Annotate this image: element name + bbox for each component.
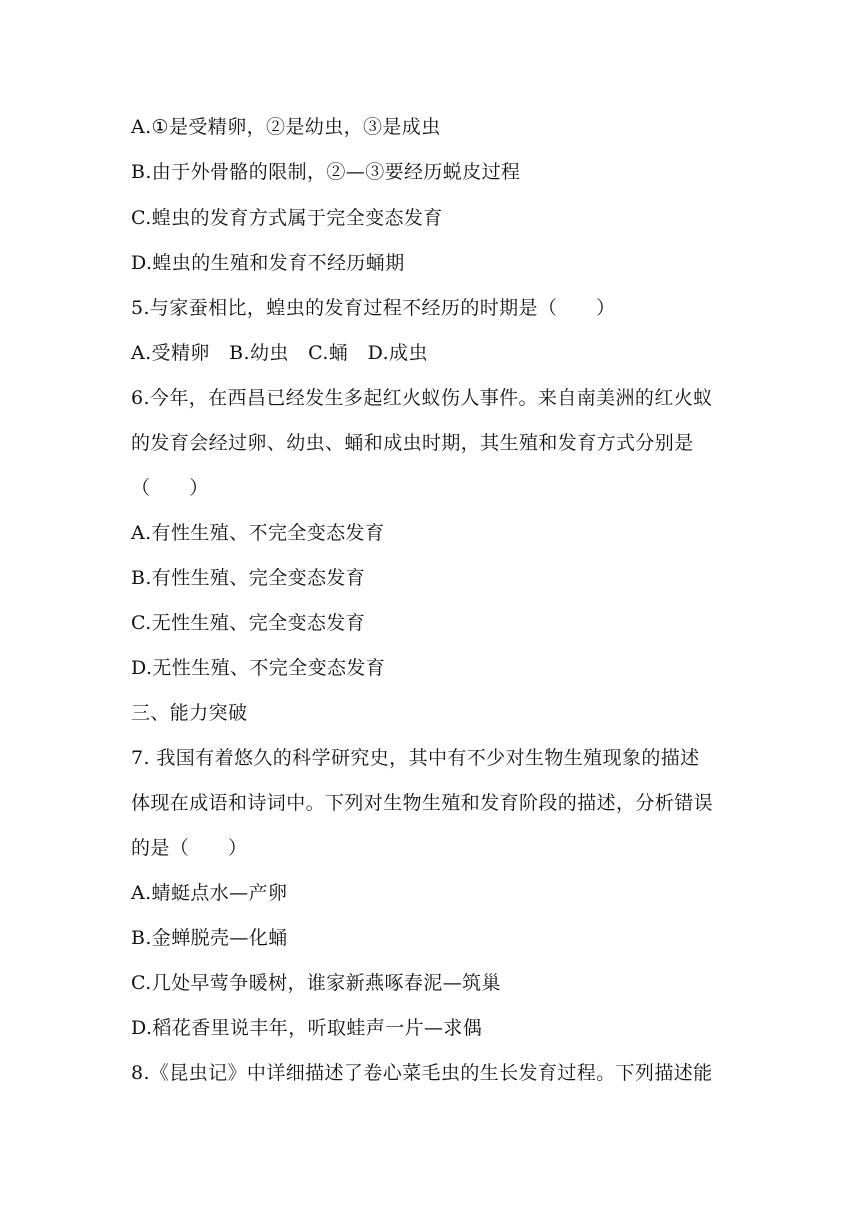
option-7b: B.金蝉脱壳—化蛹: [131, 927, 288, 949]
option-6d: D.无性生殖、不完全变态发育: [131, 657, 386, 679]
question-6-line-2: 的发育会经过卵、幼虫、蛹和成虫时期，其生殖和发育方式分别是: [131, 432, 694, 454]
option-6a: A.有性生殖、不完全变态发育: [131, 522, 385, 544]
option-7a: A.蜻蜓点水—产卵: [131, 882, 288, 904]
question-6-line-3: （ ）: [131, 477, 209, 499]
question-7-line-1: 7. 我国有着悠久的科学研究史，其中有不少对生物生殖现象的描述: [131, 747, 700, 769]
option-4c: C.蝗虫的发育方式属于完全变态发育: [131, 207, 443, 229]
option-4d: D.蝗虫的生殖和发育不经历蛹期: [131, 252, 405, 274]
option-6b: B.有性生殖、完全变态发育: [131, 567, 366, 589]
option-6c: C.无性生殖、完全变态发育: [131, 612, 366, 634]
question-6-line-1: 6.今年，在西昌已经发生多起红火蚁伤人事件。来自南美洲的红火蚁: [131, 387, 713, 409]
question-7-line-2: 体现在成语和诗词中。下列对生物生殖和发育阶段的描述，分析错误: [131, 792, 714, 814]
option-7c: C.几处早莺争暖树，谁家新燕啄春泥—筑巢: [131, 972, 501, 994]
question-5: 5.与家蚕相比，蝗虫的发育过程不经历的时期是（ ）: [131, 297, 616, 319]
section-heading: 三、能力突破: [131, 702, 248, 724]
options-5: A.受精卵 B.幼虫 C.蛹 D.成虫: [131, 342, 428, 364]
option-4b: B.由于外骨骼的限制，②—③要经历蜕皮过程: [131, 161, 521, 183]
question-8-line-1: 8.《昆虫记》中详细描述了卷心菜毛虫的生长发育过程。下列描述能: [131, 1062, 713, 1084]
question-7-line-3: 的是（ ）: [131, 837, 248, 859]
option-4a: A.①是受精卵，②是幼虫，③是成虫: [131, 116, 441, 138]
option-7d: D.稻花香里说丰年，听取蛙声一片—求偶: [131, 1017, 483, 1039]
